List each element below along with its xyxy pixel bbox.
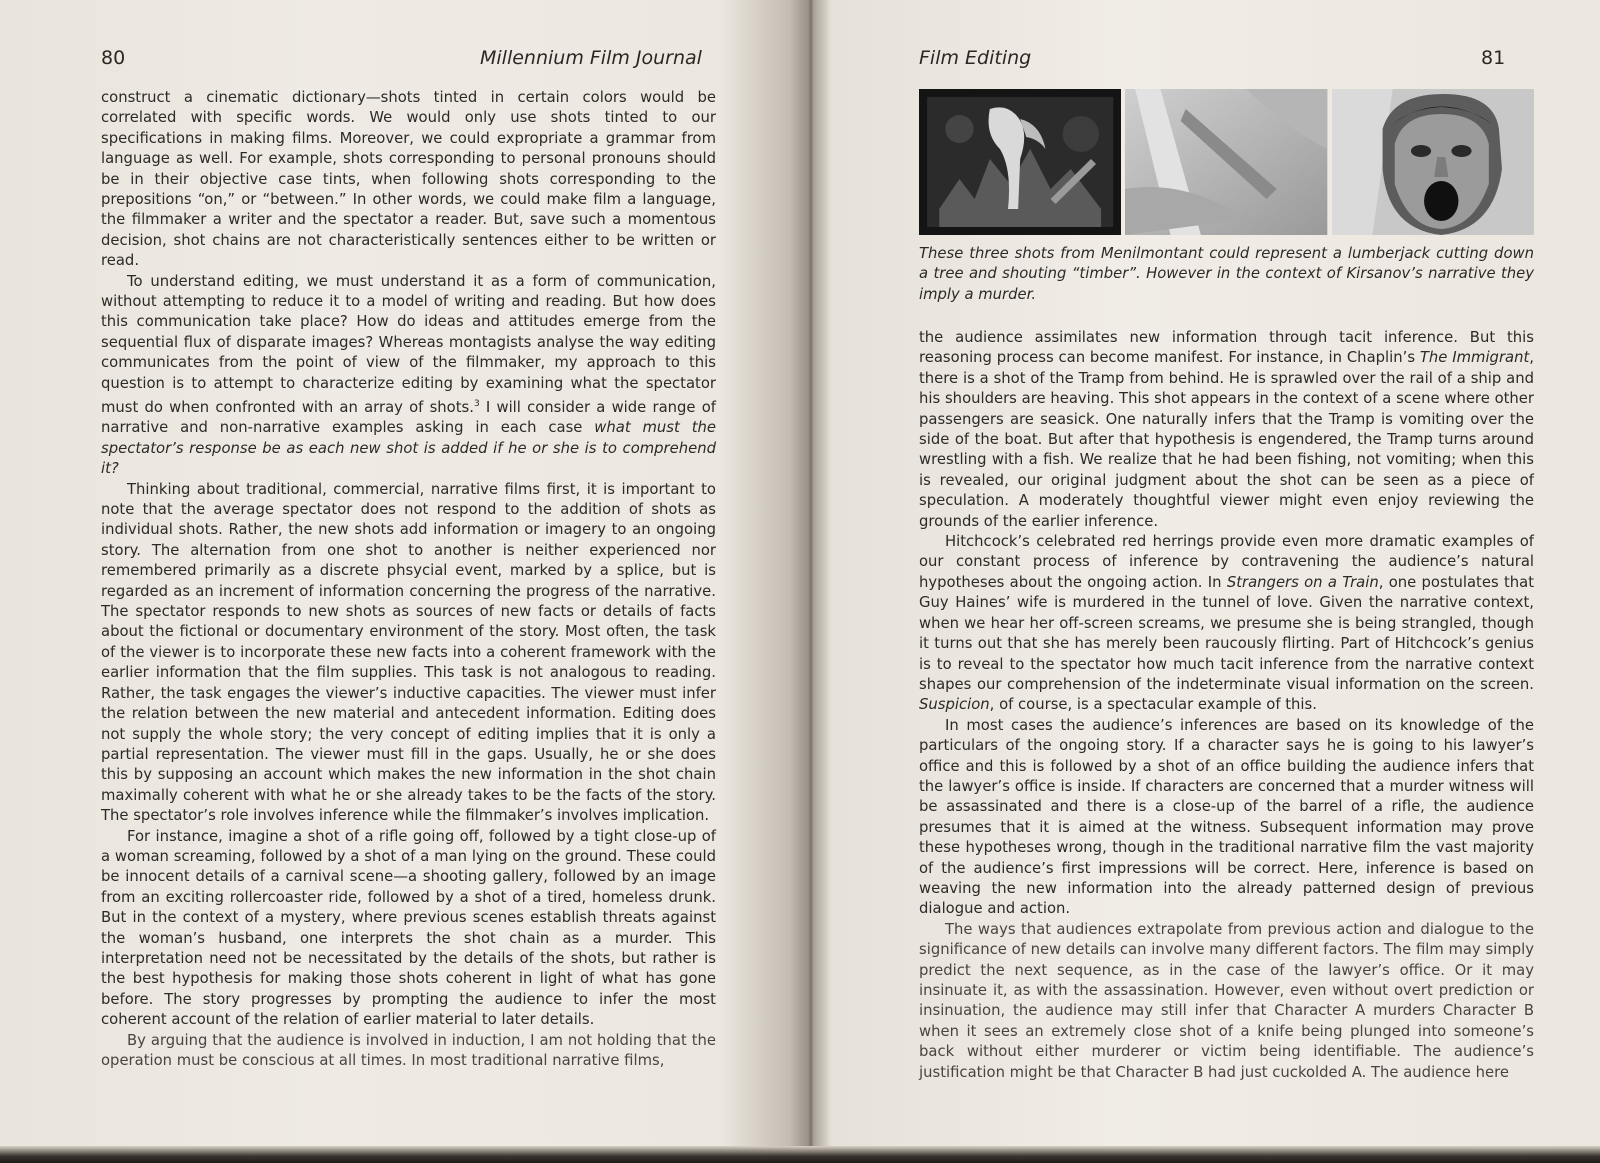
figure-caption: These three shots from Menilmontant could represent a lumberjack cutting down a tree and shouting “timber”. However in the context of Kirsanov’s narrative they imply a murder. xyxy=(919,245,1534,303)
falling-tree-still xyxy=(1125,89,1327,235)
lumberjack-cutting-still xyxy=(919,89,1121,235)
paragraph-text: , of course, is a spectacular example of this. xyxy=(989,696,1317,714)
paragraph-text: , there is a shot of the Tramp from behind. He is sprawled over the rail of a ship and his shoulders are heaving. This shot appears in the context of a scene where other passengers are seasick. One naturally infers that the Tramp is vomiting over the side of the boat. But after that hypothesis is engendered, the Tramp turns around wrestling with a fish. We realize that he had been fishing, not vomiting; when this is revealed, our original judgment about the shot can be seen as a piece of speculation. A moderately thoughtful viewer might even enjoy reviewing the grounds of the earlier inference. xyxy=(919,349,1535,530)
paragraph: By arguing that the audience is involved in induction, I am not holding that the operation must be conscious at all times. In most traditional narrative films, xyxy=(101,1031,716,1070)
book-bottom-edge xyxy=(0,1146,1600,1163)
paragraph-text: Hitchcock’s celebrated red herrings provide even more dramatic examples of our constant process of inference by contravening the audience’s natural hypotheses about the ongoing action. In xyxy=(919,533,1534,591)
emphasis-text: what must the spectator’s response be as each new shot is added if he or she is to comprehend it? xyxy=(101,419,716,478)
body-text xyxy=(919,328,1534,1083)
film-title: Suspicion xyxy=(919,696,990,714)
paragraph: Thinking about traditional, commercial, narrative films first, it is important to note that the average spectator does not respond to the addition of shots as individual shots. Rather, the new shots add information or imagery to an ongoing story. The alternation from one shot to another is neither experienced nor remembered primarily as a discrete phsycial event, marked by a splice, but is regarded as an increment of information concerning the progress of the narrative. The spectator responds to new shots as sources of new facts or details of facts about the fictional or documentary environment of the story. Most often, the task of the viewer is to incorporate these new facts into a coherent framework with the earlier information that the film supplies. This task is not analogous to reading. Rather, the task engages the viewer’s inductive capacities. The viewer must infer the relation between the new material and antecedent information. Editing does not supply the whole story; the very concept of editing implies that it is only a partial representation. The viewer must fill in the gaps. Usually, he or she does this by supposing an account which makes the new information in the shot chain maximally coherent with what he or she already takes to be the facts of the story. The spectator’s role involves inference while the filmmaker’s involves implication. xyxy=(101,480,716,825)
paragraph: In most cases the audience’s inferences are based on its knowledge of the particulars of the ongoing story. If a character says he is going to his lawyer’s office and this is followed by a shot of an office building the audience infers that the lawyer’s office is inside. If characters are concerned that a murder witness will be assassinated and there is a close-up of the barrel of a rifle, the audience presumes that it is aimed at the witness. Subsequent information may prove these hypotheses wrong, though in the traditional narrative film the vast majority of the audience’s first impressions will be correct. Here, inference is based on weaving the new information into the already patterned design of previous dialogue and action. xyxy=(919,716,1534,918)
paragraph xyxy=(101,272,716,480)
paragraph-text: , one postulates that Guy Haines’ wife is murdered in the tunnel of love. Given the narrative context, when we hear her off-screen screams, we presume she is being strangled, though it turns out that she has merely been raucously flirting. Part of Hitchcock’s genius is to reveal to the spectator how much tacit inference from the narrative context shapes our comprehension of the indeterminate visual information on the screen. xyxy=(919,573,1535,693)
book-gutter xyxy=(790,0,830,1150)
paragraph xyxy=(919,328,1534,532)
paragraph: For instance, imagine a shot of a rifle going off, followed by a tight close-up of a woman screaming, followed by a shot of a man lying on the ground. These could be innocent details of a carnival scene—a shooting gallery, followed by an image from an exciting rollercoaster ride, followed by a shot of a tired, homeless drunk. But in the context of a mystery, where previous scenes establish threats against the woman’s husband, one interprets the shot chain as a murder. This interpretation need not be necessitated by the details of the shots, but rather is the best hypothesis for making those shots coherent in light of what has gone before. The story progresses by prompting the audience to infer the most coherent account of the relation of earlier material to later details. xyxy=(101,827,716,1029)
body-text xyxy=(101,88,716,1071)
paragraph-text: the audience assimilates new information through tacit inference. But this reasoning process can become manifest. For instance, in Chaplin’s xyxy=(919,329,1534,367)
film-stills-figure xyxy=(919,89,1534,235)
film-title: Strangers on a Train xyxy=(1226,573,1379,591)
paragraph: The ways that audiences extrapolate from previous action and dialogue to the significance of new details can involve many different factors. The film may simply predict the next sequence, as in the case of the lawyer’s office. Or it may insinuate it, as with the assassination. However, even without overt prediction or insinuation, the audience may still infer that Character A murders Character B when it sees an extremely close shot of a knife being plunged into someone’s back without either murderer or victim being identifiable. The audience’s justification might be that Character B had just cuckolded A. The audience here xyxy=(919,920,1534,1081)
running-head: Millennium Film Journal xyxy=(480,47,702,69)
page-number: 80 xyxy=(101,47,126,69)
paragraph-text: I will consider a wide range of narrative and non-narrative examples asking in each case xyxy=(101,399,716,437)
paragraph: construct a cinematic dictionary—shots tinted in certain colors would be correlated with specific words. We would only use shots tinted to our specifications in making films. Moreover, we could expropriate a grammar from language as well. For example, shots corresponding to personal pronouns should be in their objective case tints, when following shots corresponding to the prepositions “on,” or “between.” In other words, we could make film a language, the filmmaker a writer and the spectator a reader. But, save such a momentous decision, shot chains are not characteristically sentences either to be written or read. xyxy=(101,89,716,270)
left-page xyxy=(0,0,790,1150)
paragraph-text: To understand editing, we must understand it as a form of communication, without attempting to reduce it to a model of writing and reading. But how does this communication take place? How do ideas and attitudes emerge from the sequential flux of disparate images? Whereas montagists analyse the way editing communicates from the point of view of the filmmaker, my approach to this question is to attempt to characterize editing by examining what the spectator must do when confronted with an array of shots. xyxy=(101,272,716,417)
running-head: Film Editing xyxy=(919,47,1032,69)
page-number: 81 xyxy=(1481,47,1506,69)
right-page xyxy=(830,0,1600,1150)
film-title: The Immigrant xyxy=(1419,349,1530,367)
footnote-mark: 3 xyxy=(473,399,480,410)
screaming-face-still xyxy=(1332,89,1534,235)
paragraph xyxy=(919,532,1534,716)
